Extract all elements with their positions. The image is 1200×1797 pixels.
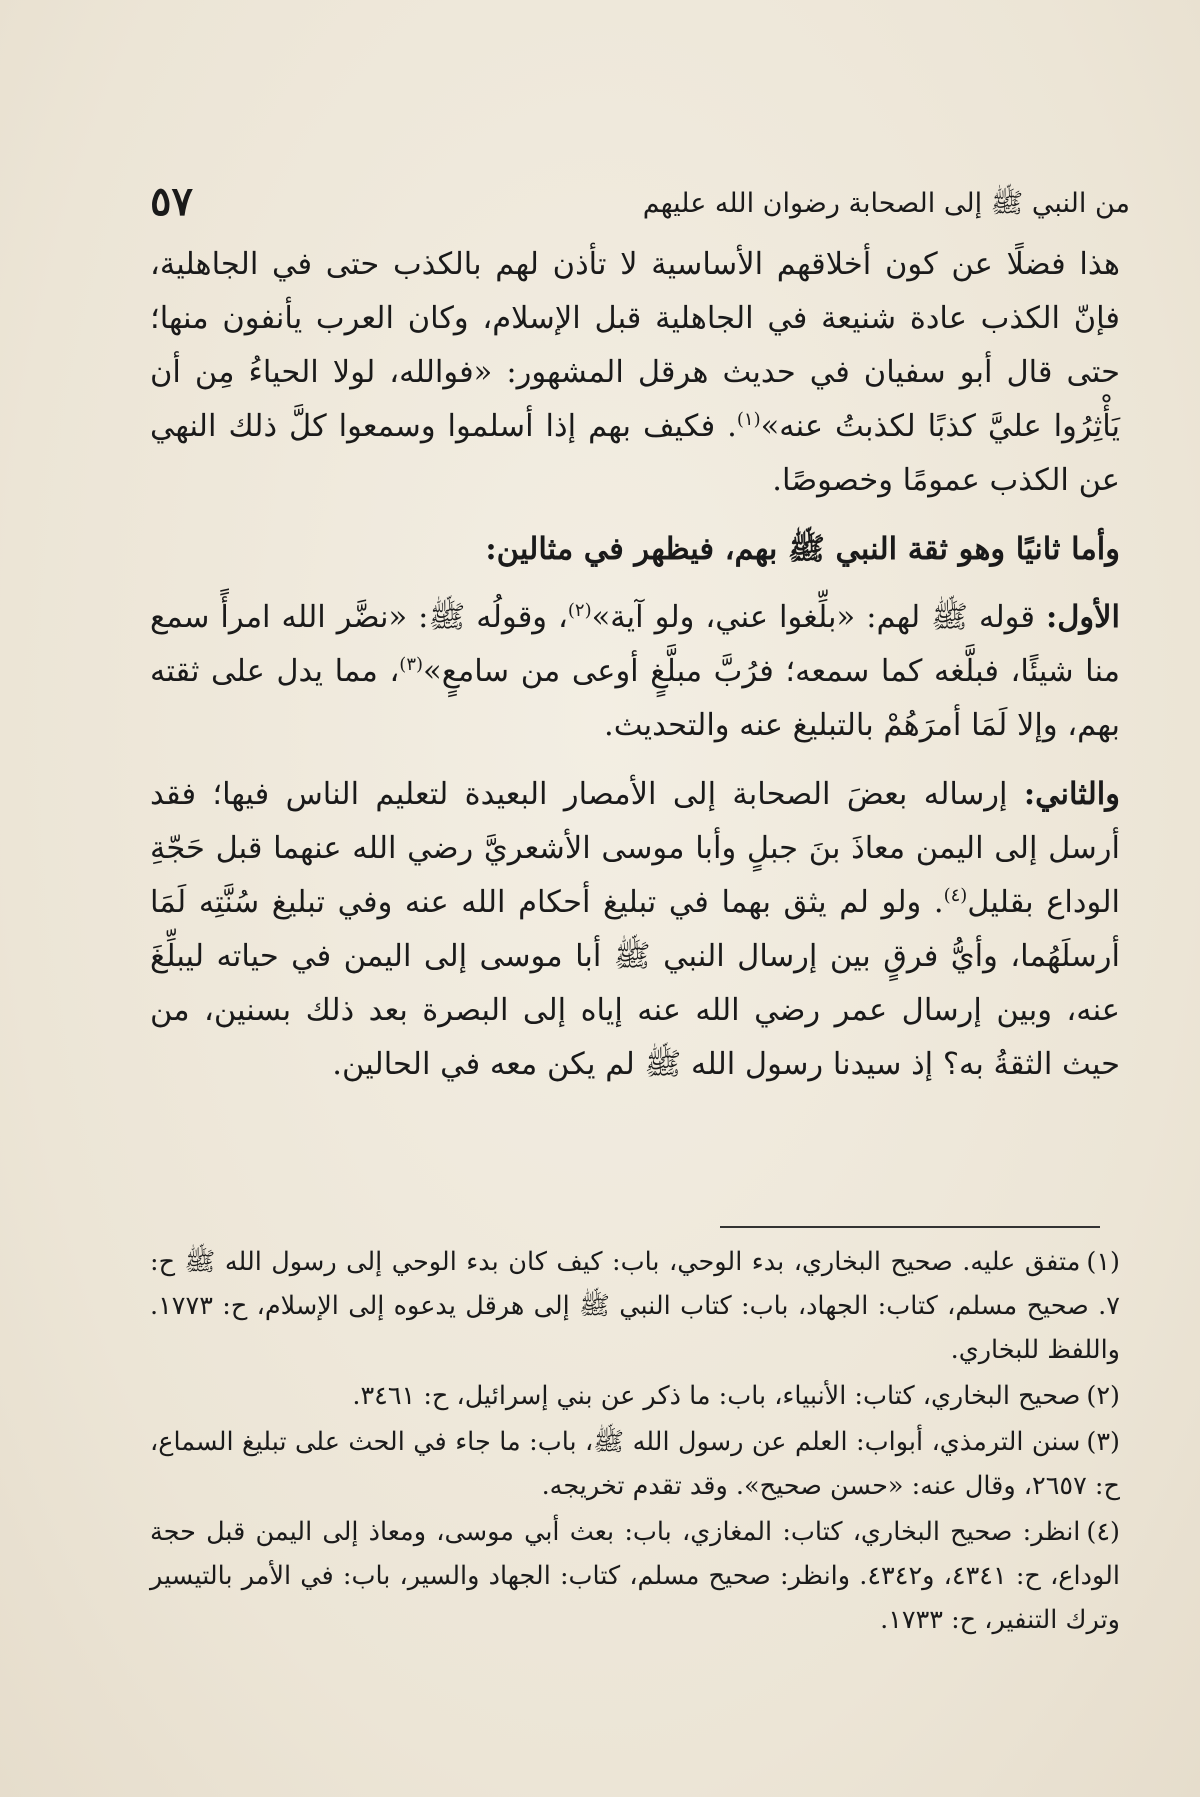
footnote-3-mark: (٣) bbox=[1086, 1427, 1120, 1457]
footnote-4 bbox=[150, 1510, 1120, 1642]
footnote-2-mark: (٢) bbox=[1086, 1381, 1120, 1411]
section-heading: وأما ثانيًا وهو ثقة النبي ﷺ بهم، فيظهر في مثالين: bbox=[485, 531, 1120, 567]
example-2-text-a: إرساله بعضَ الصحابة إلى الأمصار البعيدة لتعليم الناس فيها؛ فقد أرسل إلى اليمن معاذَ بنَ جبلٍ وأبا موسى الأشعريَّ رضي الله عنهما قبل حَجّةِ الوداع بقليل bbox=[150, 777, 1120, 920]
example-1-lead: الأول: bbox=[1045, 599, 1120, 635]
footnote-divider bbox=[720, 1226, 1100, 1228]
example-1 bbox=[150, 590, 1120, 753]
paragraph-1 bbox=[150, 238, 1120, 508]
footnote-1-text: متفق عليه. صحيح البخاري، بدء الوحي، باب: كيف كان بدء الوحي إلى رسول الله ﷺ ح: ٧. صحيح مسلم، كتاب: الجهاد، باب: كتاب النبي ﷺ إلى هرقل يدعوه إلى الإسلام، ح: ١٧٧٣. واللفظ للبخاري. bbox=[150, 1247, 1120, 1365]
footnote-3-text: سنن الترمذي، أبواب: العلم عن رسول الله ﷺ، باب: ما جاء في الحث على تبليغ السماع، ح: ٢٦٥٧، وقال عنه: «حسن صحيح». وقد تقدم تخريجه. bbox=[150, 1427, 1120, 1501]
footnote-3 bbox=[150, 1420, 1120, 1508]
running-title: من النبي ﷺ إلى الصحابة رضوان الله عليهم bbox=[642, 188, 1130, 219]
example-1-text-b: ، وقولُه ﷺ: «نضَّر الله امرأً سمع منا شيئًا، فبلَّغه كما سمعه؛ فرُبَّ مبلَّغٍ أوعى من سامعٍ» bbox=[150, 600, 1120, 689]
footnote-ref-2: (٢) bbox=[567, 599, 592, 621]
footnote-ref-1: (١) bbox=[736, 408, 761, 430]
footnote-ref-3: (٣) bbox=[399, 653, 424, 675]
footnotes bbox=[150, 1240, 1120, 1644]
paragraph-1-tail: . فكيف بهم إذا أسلموا وسمعوا كلَّ ذلك النهي عن الكذب عمومًا وخصوصًا. bbox=[150, 409, 1120, 498]
page-header bbox=[150, 178, 1130, 228]
footnote-2-text: صحيح البخاري، كتاب: الأنبياء، باب: ما ذكر عن بني إسرائيل، ح: ٣٤٦١. bbox=[352, 1381, 1081, 1411]
main-text bbox=[150, 238, 1120, 1106]
footnote-4-mark: (٤) bbox=[1086, 1517, 1120, 1547]
example-2-text-b: . ولو لم يثق بهما في تبليغ أحكام الله عنه وفي تبليغ سُنَّتِه لَمَا أرسلَهُما، وأيُّ فرقٍ بين إرسال النبي ﷺ أبا موسى إلى اليمن في حياته ليبلِّغَ عنه، وبين إرسال عمر رضي الله عنه إياه إلى البصرة بعد ذلك بسنين، من حيث الثقةُ به؟ إذ سيدنا رسول الله ﷺ لم يكن معه في الحالين. bbox=[150, 885, 1121, 1082]
example-1-text-a: قوله ﷺ لهم: «بلِّغوا عني، ولو آية» bbox=[591, 600, 1046, 635]
footnote-4-text: انظر: صحيح البخاري، كتاب: المغازي، باب: بعث أبي موسى، ومعاذ إلى اليمن قبل حجة الوداع، ح: ٤٣٤١، و٤٣٤٢. وانظر: صحيح مسلم، كتاب: الجهاد والسير، باب: في الأمر بالتيسير وترك التنفير، ح: ١٧٣٣. bbox=[150, 1517, 1120, 1635]
footnote-1-mark: (١) bbox=[1086, 1247, 1120, 1277]
footnote-1 bbox=[150, 1240, 1120, 1372]
example-1-text-c: ، مما يدل على ثقته بهم، وإلا لَمَا أمرَهُمْ بالتبليغ عنه والتحديث. bbox=[150, 654, 1120, 743]
footnote-2 bbox=[150, 1374, 1120, 1418]
page-number: ٥٧ bbox=[150, 178, 193, 225]
footnote-ref-4: (٤) bbox=[943, 884, 968, 906]
example-2-lead: والثاني: bbox=[1023, 776, 1120, 812]
example-2 bbox=[150, 767, 1120, 1092]
paragraph-1-text: هذا فضلًا عن كون أخلاقهم الأساسية لا تأذن لهم بالكذب حتى في الجاهلية، فإنّ الكذب عادة شنيعة في الجاهلية قبل الإسلام، وكان العرب يأنفون منها؛ حتى قال أبو سفيان في حديث هرقل المشهور: «فوالله، لولا الحياءُ مِن أن يَأْثِرُوا عليَّ كذبًا لكذبتُ عنه» bbox=[150, 247, 1120, 444]
